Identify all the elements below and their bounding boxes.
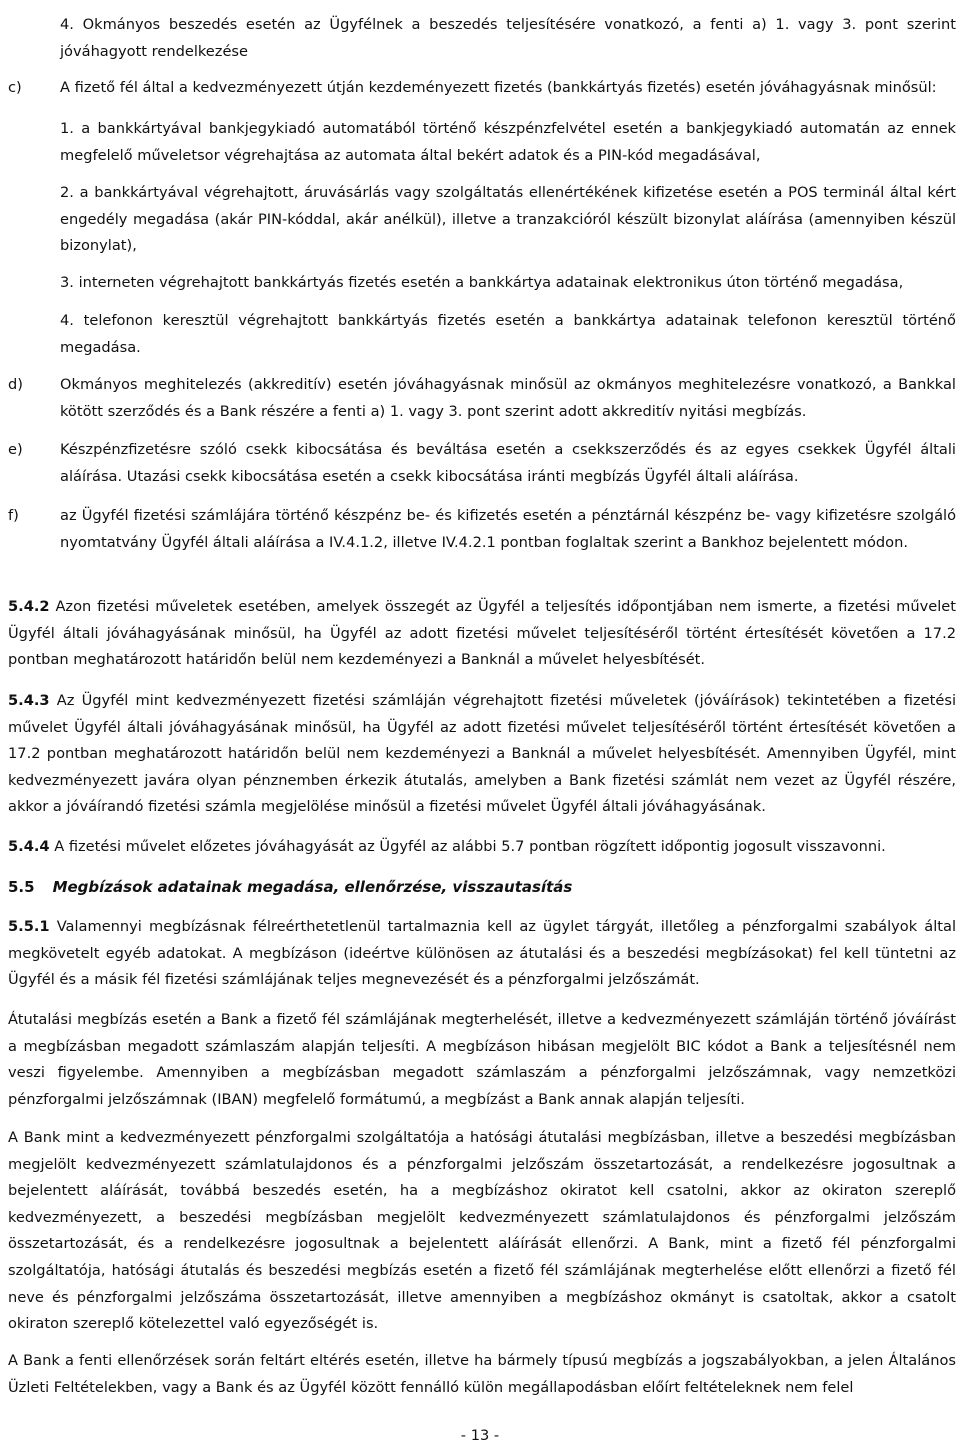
item-f-tag: f) — [8, 507, 19, 524]
c-subitem-3: 3. interneten végrehajtott bankkártyás fizetés esetén a bankkártya adatainak elektronikus úton történő megadása, — [60, 274, 904, 291]
section-number: 5.4.4 — [8, 838, 50, 855]
c-item-4-continued: 4. Okmányos beszedés esetén az Ügyfélnek a beszedés teljesítésére vonatkozó, a fenti a) 1. vagy 3. pont szerint jóváhagyott rendelkezése — [60, 16, 956, 60]
c-subitem-1: 1. a bankkártyával bankjegykiadó automatából történő készpénzfelvétel esetén a bankjegykiadó automatán az ennek megfelelő műveletsor végrehajtása az automata által bekért adatok és a PIN-kód megadásával, — [60, 120, 956, 164]
paragraph-discrepancy: A Bank a fenti ellenőrzések során feltárt eltérés esetén, illetve ha bármely típusú megbízás a jogszabályokban, a jelen Általános Üzleti Feltételekben, vagy a Bank és az Ügyfél között fennálló külön megállapodásban előírt feltételeknek nem felel — [8, 1352, 956, 1396]
section-number: 5.5 — [8, 878, 35, 896]
item-f-text: az Ügyfél fizetési számlájára történő készpénz be- és kifizetés esetén a pénztárnál készpénz be- vagy kifizetésre szolgáló nyomtatvány Ügyfél általi aláírása a IV.4.1.2, illetve IV.4.2.1 pontban foglaltak szerint a Bankhoz bejelentett módon. — [60, 507, 956, 551]
section-text: Azon fizetési műveletek esetében, amelyek összegét az Ügyfél a teljesítés időpontjában nem ismerte, a fizetési művelet Ügyfél általi jóváhagyásának minősül, ha Ügyfél az adott fizetési művelet teljesítéséről történt értesítését követően a 17.2 pontban meghatározott határidőn belül nem kezdeményezi a Banknál a művelet helyesbítését. — [8, 598, 956, 669]
section-5-4-3 — [8, 688, 956, 821]
paragraph-bank-checks: A Bank mint a kedvezményezett pénzforgalmi szolgáltatója a hatósági átutalási megbízásban, illetve a beszedési megbízásban megjelölt kedvezményezett számlatulajdonos és a pénzforgalmi jelzőszám összetartozását, a rendelkezésre jogosultnak a bejelentett aláírását, továbbá beszedés esetén, ha a megbízáshoz okiratot kell csatolni, akkor az okiraton szereplő kedvezményezett, a beszedési megbízásban megjelölt kedvezményezett számlatulajdonos és pénzforgalmi jelzőszám összetartozását, és a rendelkezésre jogosultnak a bejelentett aláírását ellenőrzi. A Bank, mint a fizető fél pénzforgalmi szolgáltatója, hatósági átutalás és beszedési megbízás esetén a fizető fél számlájának megterhelése előtt ellenőrzi a fizető fél neve és pénzforgalmi jelzőszáma összetartozását, illetve amennyiben a megbízáshoz okmányt is csatoltak, akkor a csatolt okiraton szereplő kötelezettel való egyezőségét is. — [8, 1129, 956, 1333]
section-text: A fizetési művelet előzetes jóváhagyását az Ügyfél az alábbi 5.7 pontban rögzített időpontig jogosult visszavonni. — [54, 838, 886, 855]
paragraph-transfer: Átutalási megbízás esetén a Bank a fizető fél számlájának megterhelését, illetve a kedvezményezett számláján történő jóváírást a megbízásban megadott számlaszám alapján teljesíti. A megbízáson hibásan megjelölt BIC kódot a Bank a teljesítésnél nem veszi figyelembe. Amennyiben a megbízásban megadott számlaszám a pénzforgalmi jelzőszámnak, vagy nemzetközi pénzforgalmi jelzőszámnak (IBAN) megfelelő formátumú, a megbízást a Bank annak alapján teljesíti. — [8, 1011, 956, 1108]
item-c-text: A fizető fél által a kedvezményezett útján kezdeményezett fizetés (bankkártyás fizetés) esetén jóváhagyásnak minősül: — [60, 79, 937, 96]
section-title: Megbízások adatainak megadása, ellenőrzése, visszautasítás — [52, 878, 573, 896]
section-number: 5.5.1 — [8, 918, 50, 935]
c-subitem-4: 4. telefonon keresztül végrehajtott bankkártyás fizetés esetén a bankkártya adatainak telefonon keresztül történő megadása. — [60, 312, 956, 356]
item-c-tag: c) — [8, 79, 22, 96]
section-text: Valamennyi megbízásnak félreérthetetlenül tartalmaznia kell az ügylet tárgyát, illetőleg a pénzforgalmi szabályok által megkövetelt egyéb adatokat. A megbízáson (ideértve különösen az átutalási és a beszedési megbízásokat) fel kell tüntetni az Ügyfél és a másik fél fizetési számlájának teljes megnevezését és a pénzforgalmi jelzőszámát. — [8, 918, 956, 989]
item-d-text: Okmányos meghitelezés (akkreditív) esetén jóváhagyásnak minősül az okmányos meghitelezésre vonatkozó, a Bankkal kötött szerződés és a Bank részére a fenti a) 1. vagy 3. pont szerint adott akkreditív nyitási megbízás. — [60, 376, 956, 420]
section-5-5-heading — [8, 874, 572, 901]
c-subitem-2: 2. a bankkártyával végrehajtott, áruvásárlás vagy szolgáltatás ellenértékének kifizetése esetén a POS terminál által kért engedély megadása (akár PIN-kóddal, akár anélkül), illetve a tranzakcióról készült bizonylat aláírása (amennyiben készül bizonylat), — [60, 184, 956, 255]
item-e-tag: e) — [8, 441, 23, 458]
item-d-tag: d) — [8, 376, 23, 393]
section-5-4-2 — [8, 594, 956, 674]
page-number: - 13 - — [460, 1427, 500, 1444]
section-text: Az Ügyfél mint kedvezményezett fizetési számláján végrehajtott fizetési műveletek (jóváírások) tekintetében a fizetési művelet Ügyfél általi jóváhagyásának minősül, ha Ügyfél az adott fizetési művelet teljesítéséről történt értesítését követően a 17.2 pontban meghatározott határidőn belül nem kezdeményezi a Banknál a művelet helyesbítését. Amennyiben Ügyfél, mint kedvezményezett javára olyan pénznemben érkezik átutalás, amelyben a Bank fizetési számlát nem vezet az Ügyfél részére, akkor a jóváírandó fizetési számla megjelölése minősül a fizetési művelet Ügyfél általi jóváhagyásának. — [8, 692, 956, 816]
section-number: 5.4.2 — [8, 598, 50, 615]
section-number: 5.4.3 — [8, 692, 50, 709]
item-e-text: Készpénzfizetésre szóló csekk kibocsátása és beváltása esetén a csekkszerződés és az egyes csekkek Ügyfél általi aláírása. Utazási csekk kibocsátása esetén a csekk kibocsátása iránti megbízás Ügyfél általi aláírása. — [60, 441, 956, 485]
section-5-5-1 — [8, 914, 956, 994]
section-5-4-4 — [8, 834, 956, 861]
